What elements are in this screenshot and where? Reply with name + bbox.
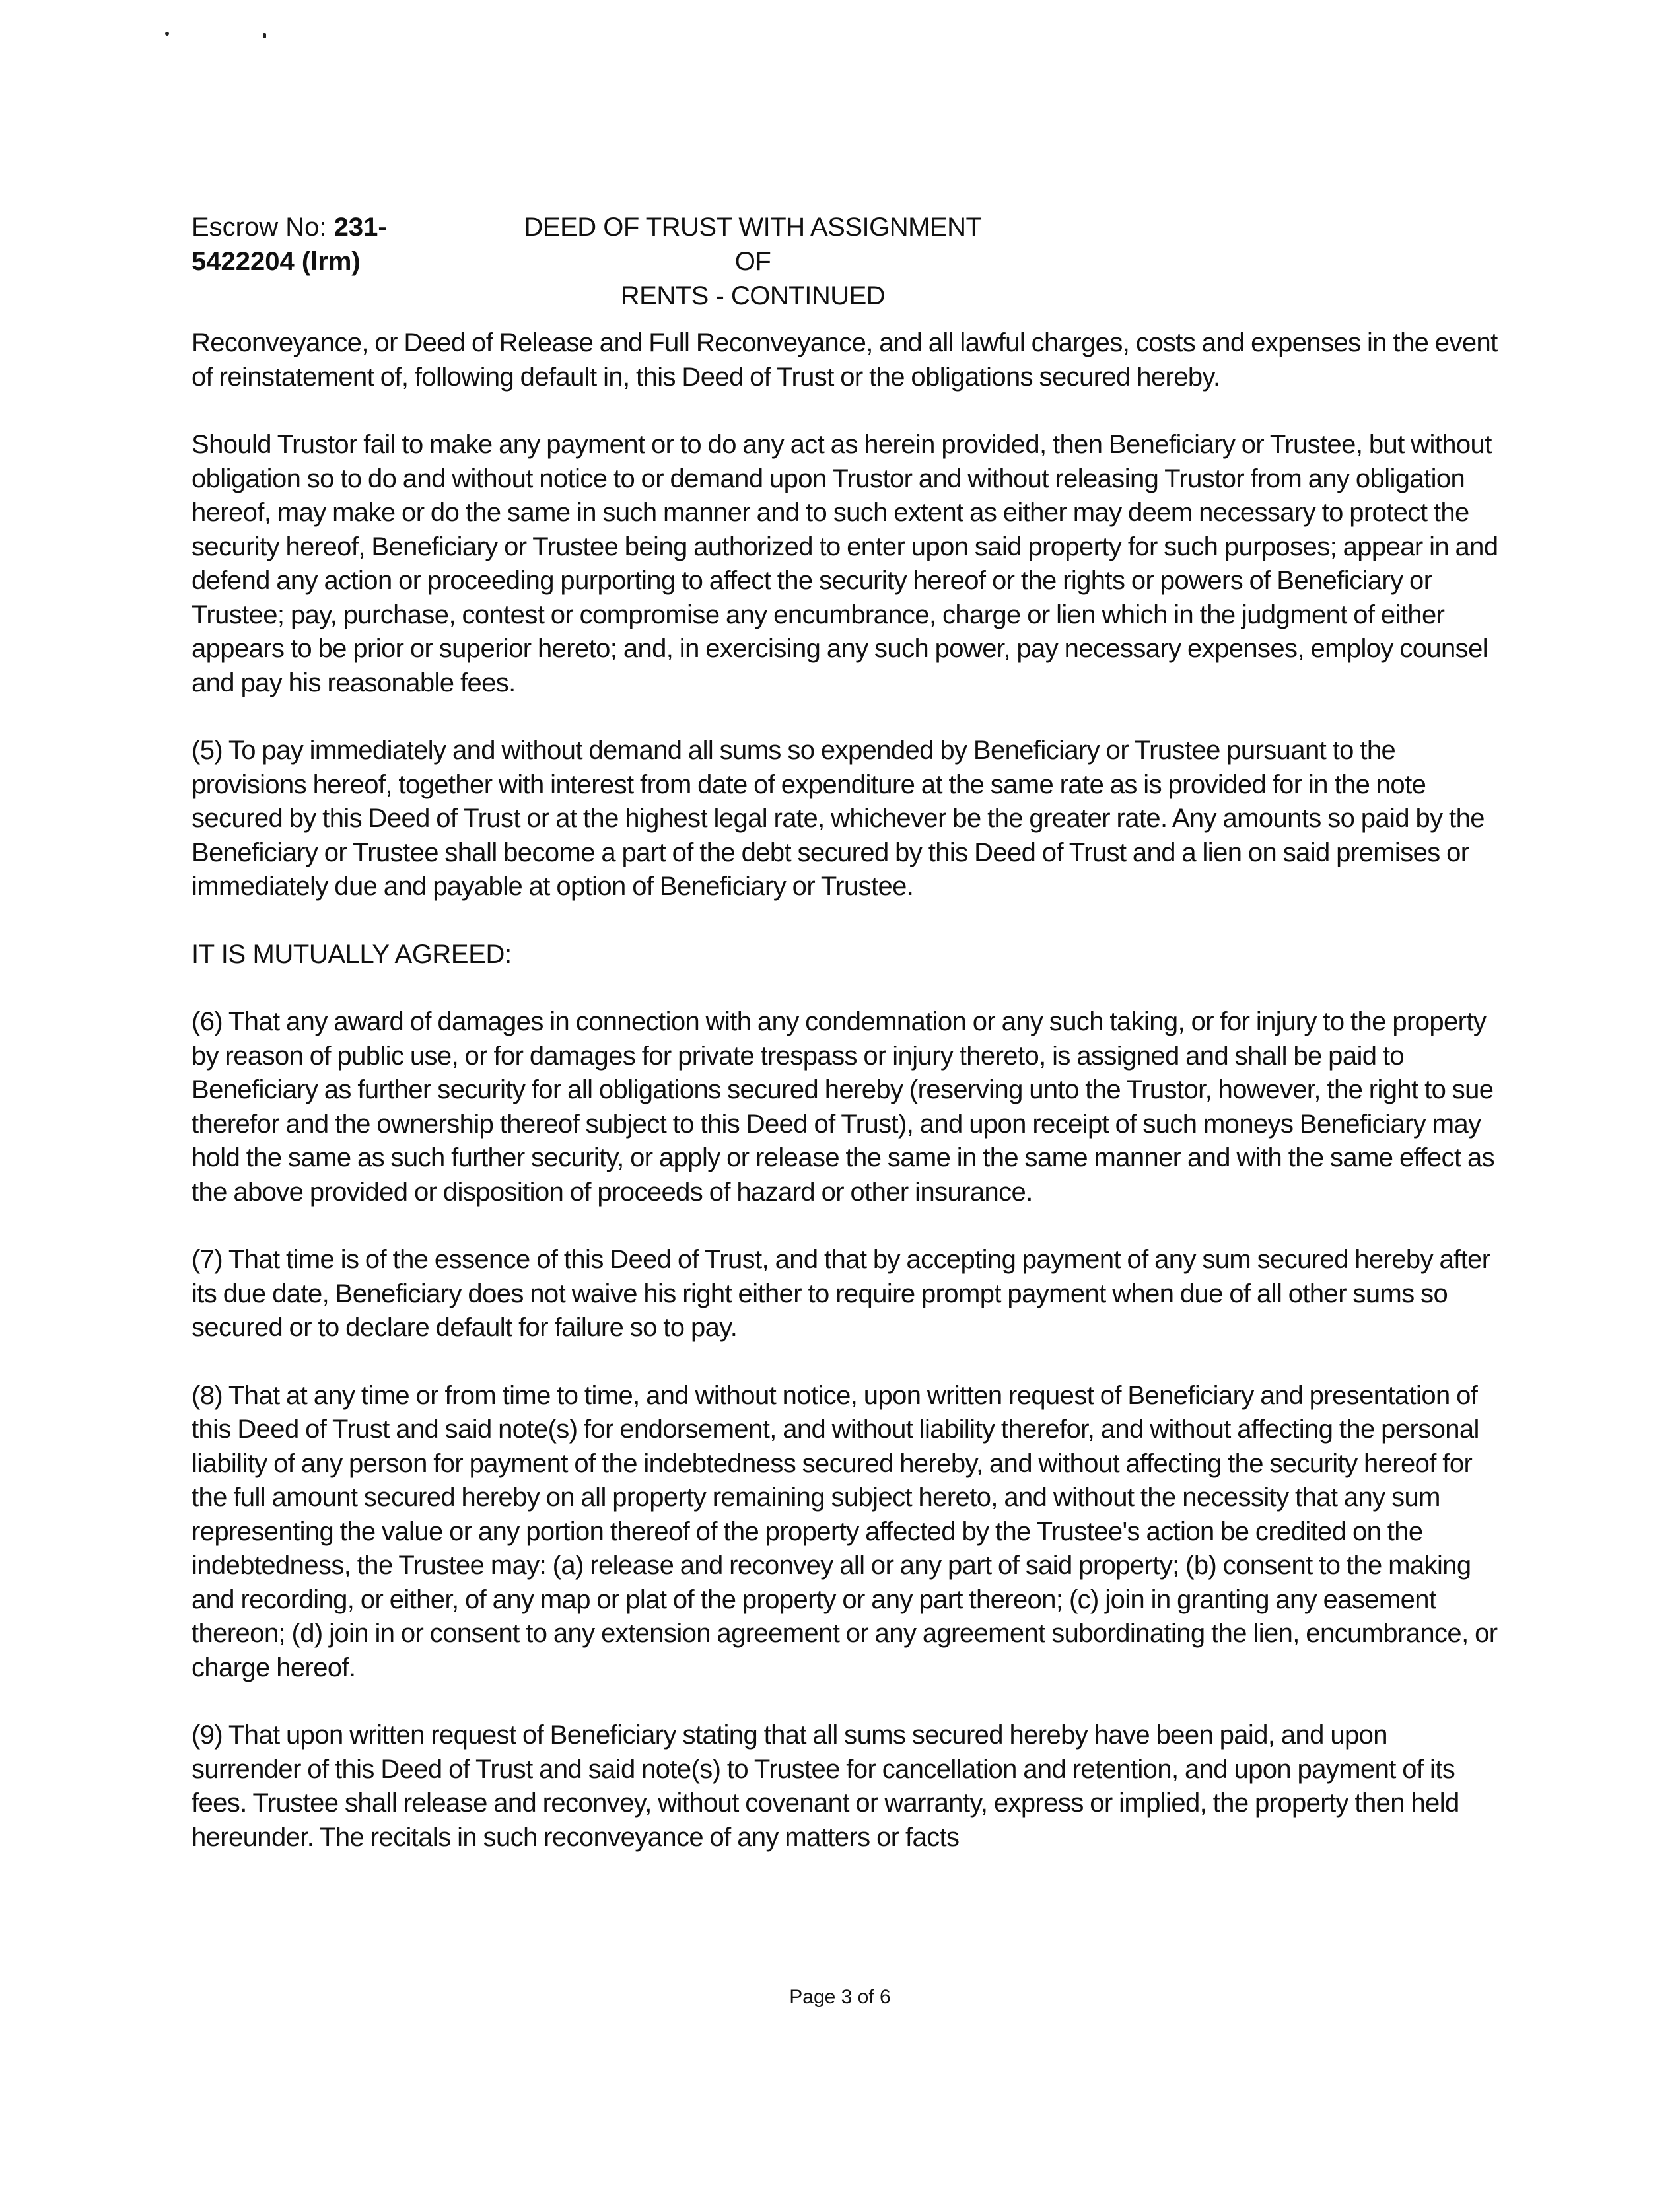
paragraph-trustor-failure: Should Trustor fail to make any payment or to do any act as herein provided, then Beneficiary or Trustee, but without obligation so to do and without notice to or demand upon Trustor and without releasing Trustor from any obligation hereof, may make or do the same in such manner and to such extent as either may deem necessary to protect the security hereof, Beneficiary or Trustee being authorized to enter upon said property for such purposes; appear in and defend any action or proceeding purporting to affect the security hereof or the rights or powers of Beneficiary or Trustee; pay, purchase, contest or compromise any encumbrance, charge or lien which in the judgment of either appears to be prior or superior hereto; and, in exercising any such power, pay necessary expenses, employ counsel and pay his reasonable fees. — [192, 430, 1498, 697]
paragraph-clause-6: (6) That any award of damages in connection with any condemnation or any such taking, or for injury to the property by reason of public use, or for damages for private trespass or injury thereto, is assigned and shall be paid to Beneficiary as further security for all obligations secured hereby (reserving unto the Trustor, however, the right to sue therefor and the ownership thereof subject to this Deed of Trust), and upon receipt of such moneys Beneficiary may hold the same as such further security, or apply or release the same in the same manner and with the same effect as the above provided or disposition of proceeds of hazard or other insurance. — [192, 1007, 1495, 1207]
paragraph-clause-5: (5) To pay immediately and without demand all sums so expended by Beneficiary or Trustee pursuant to the provisions hereof, together with interest from date of expenditure at the same rate as is provided for in the note secured by this Deed of Trust or at the highest legal rate, whichever be the greater rate. Any amounts so paid by the Beneficiary or Trustee shall become a part of the debt secured by this Deed of Trust and a lien on said premises or immediately due and payable at option of Beneficiary or Trustee. — [192, 736, 1485, 901]
scan-speck — [263, 33, 266, 38]
section-heading-mutually-agreed: IT IS MUTUALLY AGREED: — [192, 939, 512, 969]
escrow-number-part-2: 5422204 (lrm) — [192, 247, 361, 276]
paragraph-clause-9: (9) That upon written request of Beneficiary stating that all sums secured hereby have been paid, and upon surrender of this Deed of Trust and said note(s) to Trustee for cancellation and retention, and upon payment of its fees. Trustee shall release and reconvey, without covenant or warranty, express or implied, the property then held hereunder. The recitals in such reconveyance of any matters or facts — [192, 1720, 1459, 1852]
document-title-line-2: RENTS - CONTINUED — [620, 281, 886, 310]
paragraph-reconveyance-continued: Reconveyance, or Deed of Release and Full Reconveyance, and all lawful charges, costs and expenses in the event of reinstatement of, following default in, this Deed of Trust or the obligations secured hereby. — [192, 328, 1498, 392]
document-title-line-1: DEED OF TRUST WITH ASSIGNMENT OF — [524, 213, 982, 276]
document-body — [192, 326, 1499, 1888]
paragraph-clause-8: (8) That at any time or from time to time, and without notice, upon written request of Beneficiary and presentation of this Deed of Trust and said note(s) for endorsement, and without liability therefor, and without affecting the personal liability of any person for payment of the indebtedness secured hereby, and without affecting the security hereof for the full amount secured hereby on all property remaining subject hereto, and without the necessity that any sum representing the value or any portion thereof of the property affected by the Trustee's action be credited on the indebtedness, the Trustee may: (a) release and reconvey all or any part of said property; (b) consent to the making and recording, or either, of any map or plat of the property or any part thereon; (c) join in granting any easement thereon; (d) join in or consent to any extension agreement or any agreement subordinating the lien, encumbrance, or charge hereof. — [192, 1380, 1498, 1682]
escrow-number-block — [192, 210, 522, 279]
paragraph-clause-7: (7) That time is of the essence of this Deed of Trust, and that by accepting payment of any sum secured hereby after its due date, Beneficiary does not waive his right either to require prompt payment when due of all other sums so secured or to declare default for failure so to pay. — [192, 1245, 1490, 1342]
document-title — [522, 210, 984, 313]
scan-speck — [165, 32, 169, 36]
escrow-number-part-1: 231- — [333, 213, 387, 242]
page-number: Page 3 of 6 — [789, 1986, 891, 2008]
escrow-label: Escrow No: — [192, 213, 334, 242]
document-header — [192, 210, 1486, 310]
